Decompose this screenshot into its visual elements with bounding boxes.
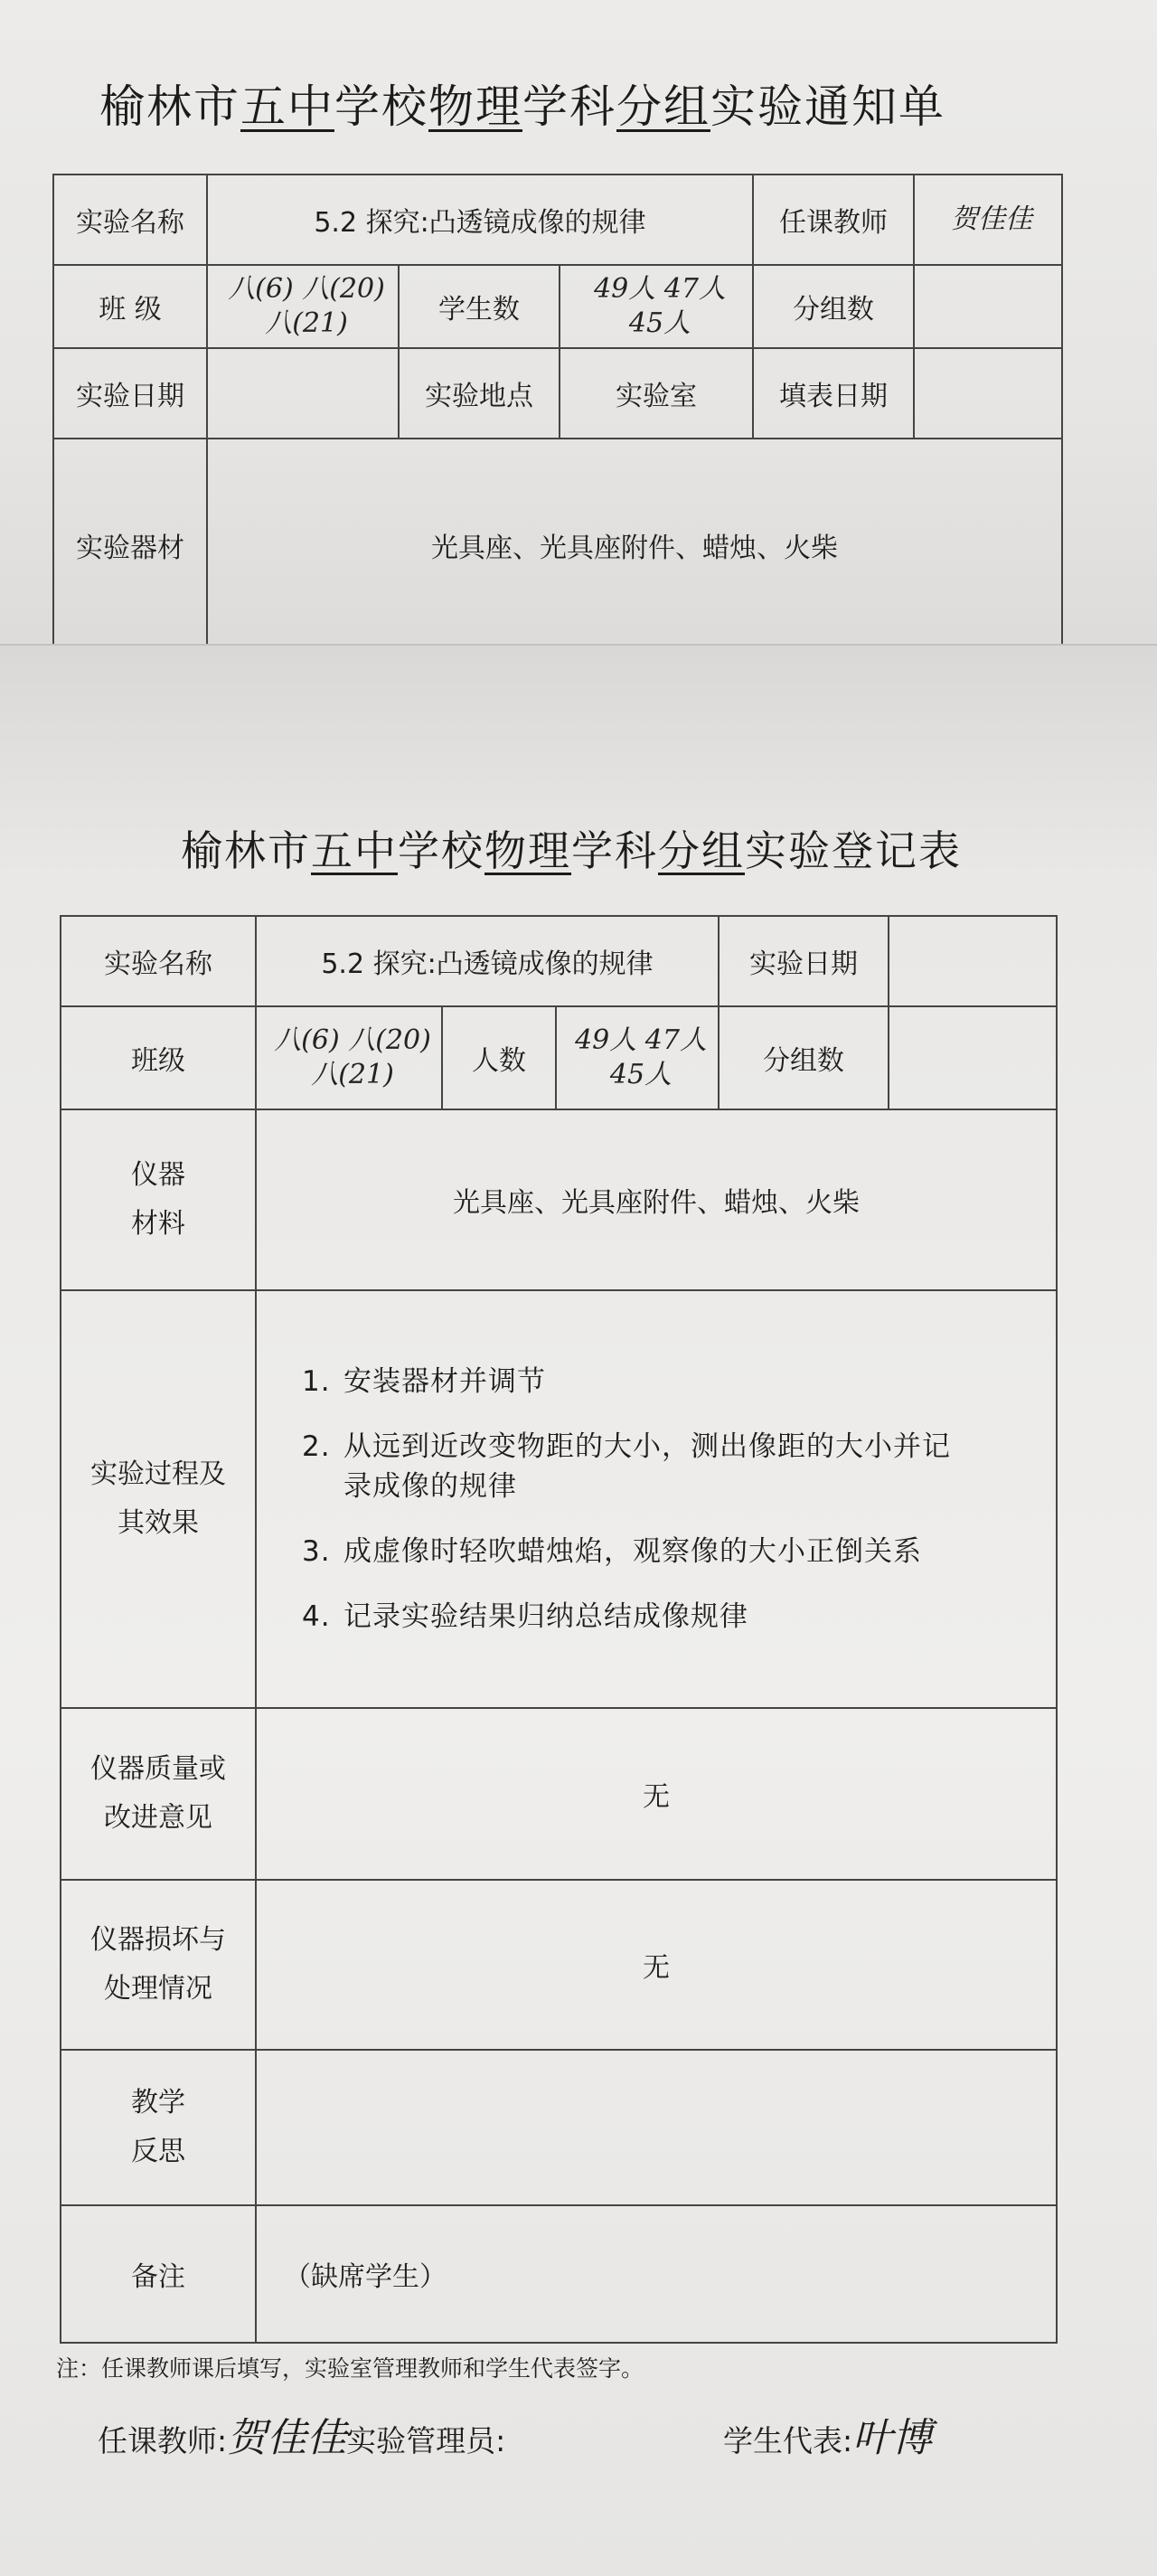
- location-value: 实验室: [560, 348, 753, 439]
- notice-title: 榆林市五中学校物理学科分组实验通知单: [99, 80, 945, 133]
- students-handwritten: 49人 47人 45人: [560, 265, 753, 348]
- label-equipment: 仪器 材料: [61, 1109, 256, 1290]
- label-equipment: 实验器材: [53, 439, 207, 652]
- step-item: 2. 从远到近改变物距的大小，测出像距的大小并记 录成像的规律: [302, 1430, 951, 1503]
- teacher-signature-handwritten: 贺佳佳: [227, 2415, 347, 2461]
- label-groups: 分组数: [753, 265, 914, 348]
- label-remarks: 备注: [61, 2205, 256, 2343]
- date-value: [889, 916, 1057, 1006]
- notice-table: [52, 174, 1063, 653]
- teacher-handwritten: 贺佳佳: [914, 175, 1062, 265]
- experiment-name-value: 5.2 探究:凸透镜成像的规律: [207, 175, 753, 265]
- label-count: 人数: [442, 1006, 556, 1109]
- register-title: 榆林市五中学校物理学科分组实验登记表: [181, 826, 962, 875]
- date-value: [207, 348, 399, 439]
- label-experiment-name: 实验名称: [61, 916, 256, 1006]
- count-handwritten: 49人 47人 45人: [556, 1006, 719, 1109]
- label-date: 实验日期: [53, 348, 207, 439]
- reflection-value: [256, 2050, 1057, 2205]
- step-item: 1. 安装器材并调节: [302, 1365, 546, 1398]
- process-steps-cell: [256, 1290, 1057, 1708]
- damage-value: 无: [256, 1880, 1057, 2050]
- experiment-name-value: 5.2 探究:凸透镜成像的规律: [256, 916, 719, 1006]
- quality-value: 无: [256, 1708, 1057, 1880]
- label-class: 班 级: [53, 265, 207, 348]
- equipment-value: 光具座、光具座附件、蜡烛、火柴: [207, 439, 1062, 652]
- notice-sheet: [0, 0, 1157, 644]
- student-signature-handwritten: 叶博: [852, 2415, 933, 2461]
- footnote: 注：任课教师课后填写，实验室管理教师和学生代表签字。: [56, 2355, 644, 2382]
- label-groups: 分组数: [719, 1006, 889, 1109]
- label-experiment-name: 实验名称: [53, 175, 207, 265]
- label-fill-date: 填表日期: [753, 348, 914, 439]
- label-class: 班级: [61, 1006, 256, 1109]
- groups-value: [889, 1006, 1057, 1109]
- process-steps: [257, 1349, 1056, 1649]
- label-reflection: 教学 反思: [61, 2050, 256, 2205]
- equipment-value: 光具座、光具座附件、蜡烛、火柴: [256, 1109, 1057, 1290]
- label-teacher: 任课教师: [753, 175, 914, 265]
- student-signature: 学生代表:叶博: [723, 2415, 933, 2461]
- label-students: 学生数: [399, 265, 560, 348]
- step-item: 3. 成虚像时轻吹蜡烛焰，观察像的大小正倒关系: [302, 1535, 922, 1568]
- label-damage: 仪器损坏与 处理情况: [61, 1880, 256, 2050]
- groups-value: [914, 265, 1062, 348]
- label-process: 实验过程及 其效果: [61, 1290, 256, 1708]
- label-location: 实验地点: [399, 348, 560, 439]
- teacher-signature: 任课教师:贺佳佳实验管理员:: [98, 2415, 506, 2461]
- class-handwritten: 八(6) 八(20) 八(21): [256, 1006, 442, 1109]
- label-date: 实验日期: [719, 916, 889, 1006]
- register-table: [60, 915, 1058, 2344]
- fill-date-value: [914, 348, 1062, 439]
- class-handwritten: 八(6) 八(20) 八(21): [207, 265, 399, 348]
- label-quality: 仪器质量或 改进意见: [61, 1708, 256, 1880]
- remarks-value: （缺席学生）: [256, 2205, 1057, 2343]
- step-item: 4. 记录实验结果归纳总结成像规律: [302, 1600, 748, 1633]
